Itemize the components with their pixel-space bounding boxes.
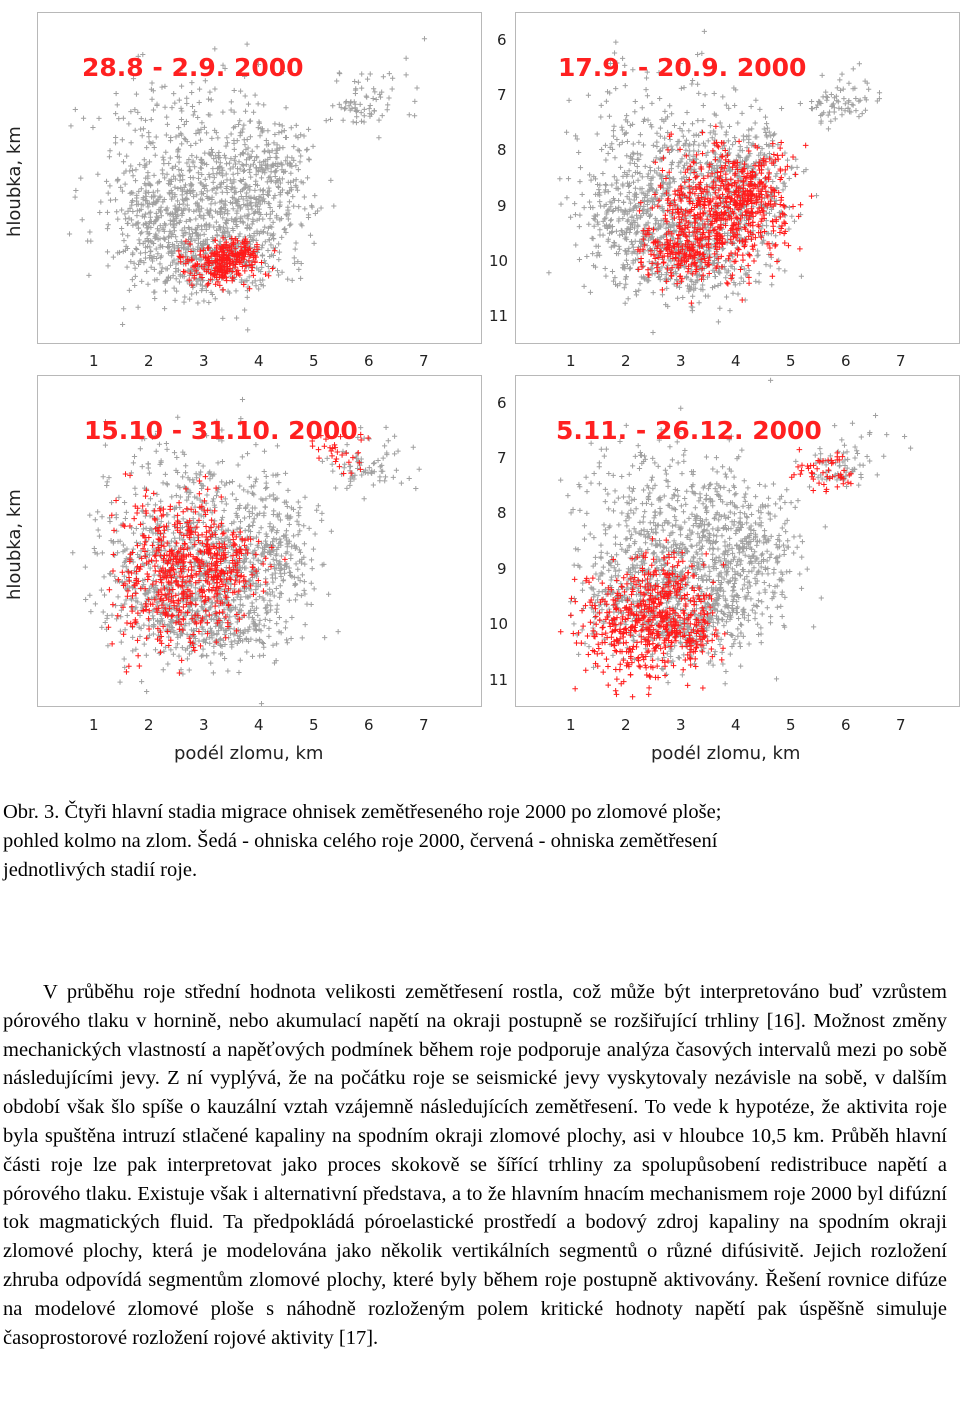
- y-tick: 9: [497, 560, 507, 578]
- panel-stage-2: [515, 12, 960, 344]
- y-axis-label-top: hloubka, km: [4, 126, 25, 237]
- x-tick: 5: [786, 352, 796, 370]
- body-text: [3, 978, 947, 1352]
- caption-line: jednotlivých stadií roje.: [3, 859, 198, 881]
- y-tick: 11: [489, 671, 509, 689]
- x-tick: 6: [364, 352, 374, 370]
- y-tick: 8: [497, 141, 507, 159]
- x-tick: 4: [254, 352, 264, 370]
- x-tick: 1: [566, 352, 576, 370]
- caption-line: Obr. 3. Čtyři hlavní stadia migrace ohnisek zemětřeseného roje 2000 po zlomové ploše;: [3, 801, 722, 823]
- x-tick: 4: [731, 716, 741, 734]
- y-tick: 11: [489, 307, 509, 325]
- y-axis-label-bottom: hloubka, km: [4, 489, 25, 600]
- figure-caption: [3, 798, 958, 885]
- x-axis-label-right: podél zlomu, km: [651, 743, 801, 764]
- x-tick: 6: [841, 716, 851, 734]
- panel-date-label: 5.11. - 26.12. 2000: [556, 416, 822, 445]
- y-tick: 10: [489, 615, 509, 633]
- x-tick: 5: [309, 716, 319, 734]
- x-tick: 3: [199, 716, 209, 734]
- x-tick: 1: [89, 716, 99, 734]
- x-tick: 2: [621, 352, 631, 370]
- x-tick: 2: [144, 716, 154, 734]
- x-tick: 3: [199, 352, 209, 370]
- x-tick: 7: [419, 716, 429, 734]
- panel-stage-4: [515, 375, 960, 707]
- x-tick: 4: [731, 352, 741, 370]
- x-tick: 6: [364, 716, 374, 734]
- panel-date-label: 15.10 - 31.10. 2000: [84, 416, 358, 445]
- panel-date-label: 17.9. - 20.9. 2000: [558, 53, 807, 82]
- panel-stage-1: [37, 12, 482, 344]
- caption-line: pohled kolmo na zlom. Šedá - ohniska celého roje 2000, červená - ohniska zemětřesení: [3, 830, 718, 852]
- body-paragraph: V průběhu roje střední hodnota velikosti zemětřesení rostla, což může být interpretováno buď vzrůstem pórového tlaku v hornině, nebo akumulací napětí na okraji postupně se rozšiřující trhliny [16]. Možnost změny mechanických vlastností a napěťových podmínek během roje podporuje analýza časových intervalů mezi po sobě následujícími jevy. Z ní vyplývá, že na počátku roje se seismické jevy vyskytovaly nezávisle na sobě, v dalším období však šlo spíše o kauzální vztah vzájemně následujících zemětřesení. To vede k hypotéze, že aktivita roje byla spuštěna intruzí stlačené kapaliny na spodním okraji zlomové plochy, asi v hloubce 10,5 km. Průběh hlavní části roje lze pak interpretovat jako proces skokově se šířící trhliny za spolupůsobení redistribuce napětí a pórového tlaku. Existuje však i alternativní představa, a to že hlavním hnacím mechanismem roje 2000 byl difúzní tok magmatických fluid. Ta předpokládá póroelastické prostředí a bodový zdroj kapaliny na spodním okraji zlomové plochy, která je modelována jako několik vertikálních segmentů o různé difúsivitě. Jejich rozložení zhruba odpovídá segmentům zlomové plochy, které byly během roje postupně aktivovány. Řešení rovnice difúze na modelové zlomové ploše s náhodně rozloženým polem kritické hodnoty napětí pak úspěšně simuluje časoprostorové rozložení rojové aktivity [17].: [3, 981, 947, 1349]
- y-tick: 10: [489, 252, 509, 270]
- x-tick: 1: [566, 716, 576, 734]
- x-tick: 6: [841, 352, 851, 370]
- y-tick: 6: [497, 394, 507, 412]
- panel-date-label: 28.8 - 2.9. 2000: [82, 53, 304, 82]
- y-tick: 7: [497, 449, 507, 467]
- y-tick: 7: [497, 86, 507, 104]
- x-tick: 5: [309, 352, 319, 370]
- x-tick: 5: [786, 716, 796, 734]
- panel-stage-3: [37, 375, 482, 707]
- x-tick: 7: [896, 352, 906, 370]
- x-tick: 2: [621, 716, 631, 734]
- y-tick: 8: [497, 504, 507, 522]
- x-tick: 4: [254, 716, 264, 734]
- x-tick: 2: [144, 352, 154, 370]
- x-tick: 1: [89, 352, 99, 370]
- x-tick: 7: [419, 352, 429, 370]
- x-axis-label-left: podél zlomu, km: [174, 743, 324, 764]
- x-tick: 7: [896, 716, 906, 734]
- y-tick: 9: [497, 197, 507, 215]
- x-tick: 3: [676, 716, 686, 734]
- y-tick: 6: [497, 31, 507, 49]
- x-tick: 3: [676, 352, 686, 370]
